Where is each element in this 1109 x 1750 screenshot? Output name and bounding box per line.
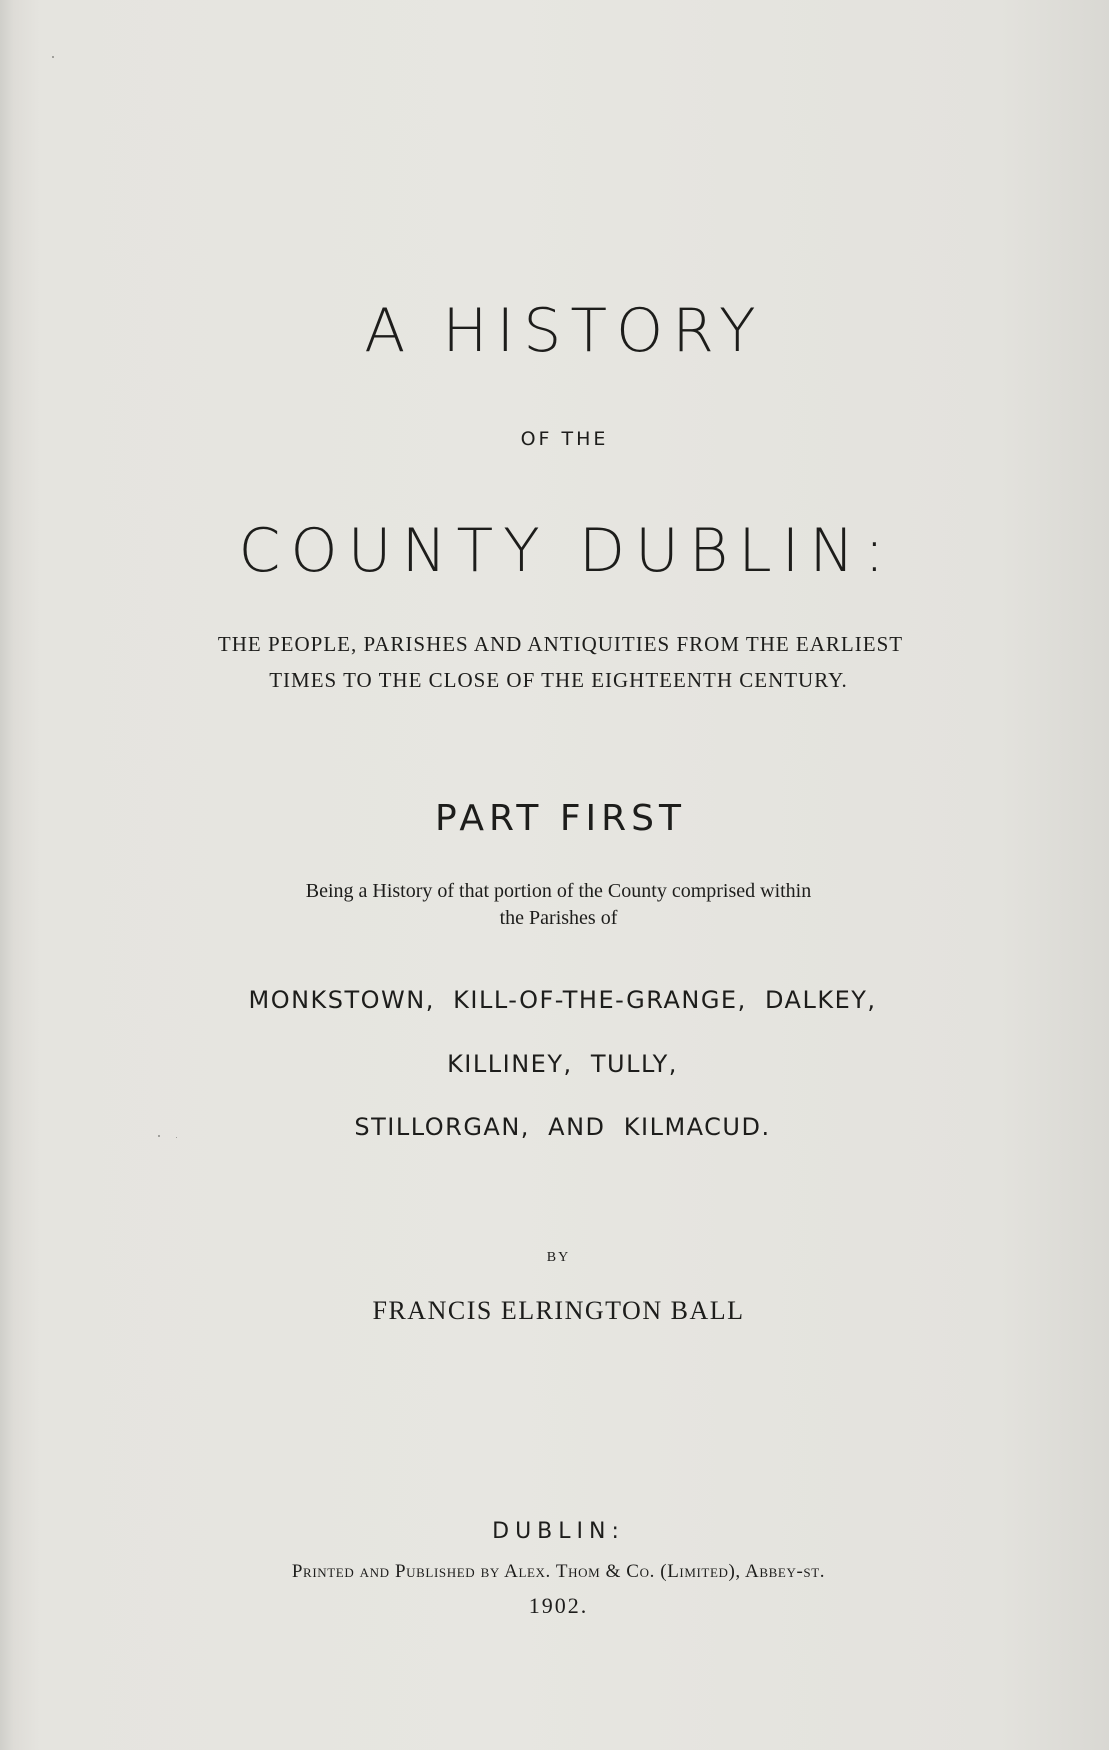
printer-imprint: Printed and Published by Alex. Thom & Co. (Limited), Abbey-st. [291, 1561, 826, 1582]
publication-place: DUBLIN: [492, 1519, 625, 1544]
part-heading: PART FIRST [434, 798, 687, 839]
parishes-line-1: MONKSTOWN, KILL-OF-THE-GRANGE, DALKEY, [248, 986, 877, 1014]
description-line-2: the Parishes of [499, 907, 618, 929]
description-line-1: Being a History of that portion of the County comprised within [305, 880, 812, 902]
book-title-county: COUNTY DUBLIN: [238, 516, 895, 586]
subtitle-line-1: THE PEOPLE, PARISHES AND ANTIQUITIES FROM THE EARLIEST [217, 632, 904, 656]
paper-speck [52, 56, 54, 58]
author-name: FRANCIS ELRINGTON BALL [372, 1296, 745, 1325]
title-connector: OF THE [520, 428, 609, 450]
parishes-line-2: KILLINEY, TULLY, [447, 1050, 678, 1078]
parishes-line-3: STILLORGAN, AND KILMACUD. [354, 1113, 771, 1141]
subtitle-line-2: TIMES TO THE CLOSE OF THE EIGHTEENTH CENTURY. [269, 668, 848, 692]
book-title: A HISTORY [364, 296, 765, 366]
publication-year: 1902. [528, 1593, 589, 1618]
by-label: BY [546, 1250, 571, 1265]
